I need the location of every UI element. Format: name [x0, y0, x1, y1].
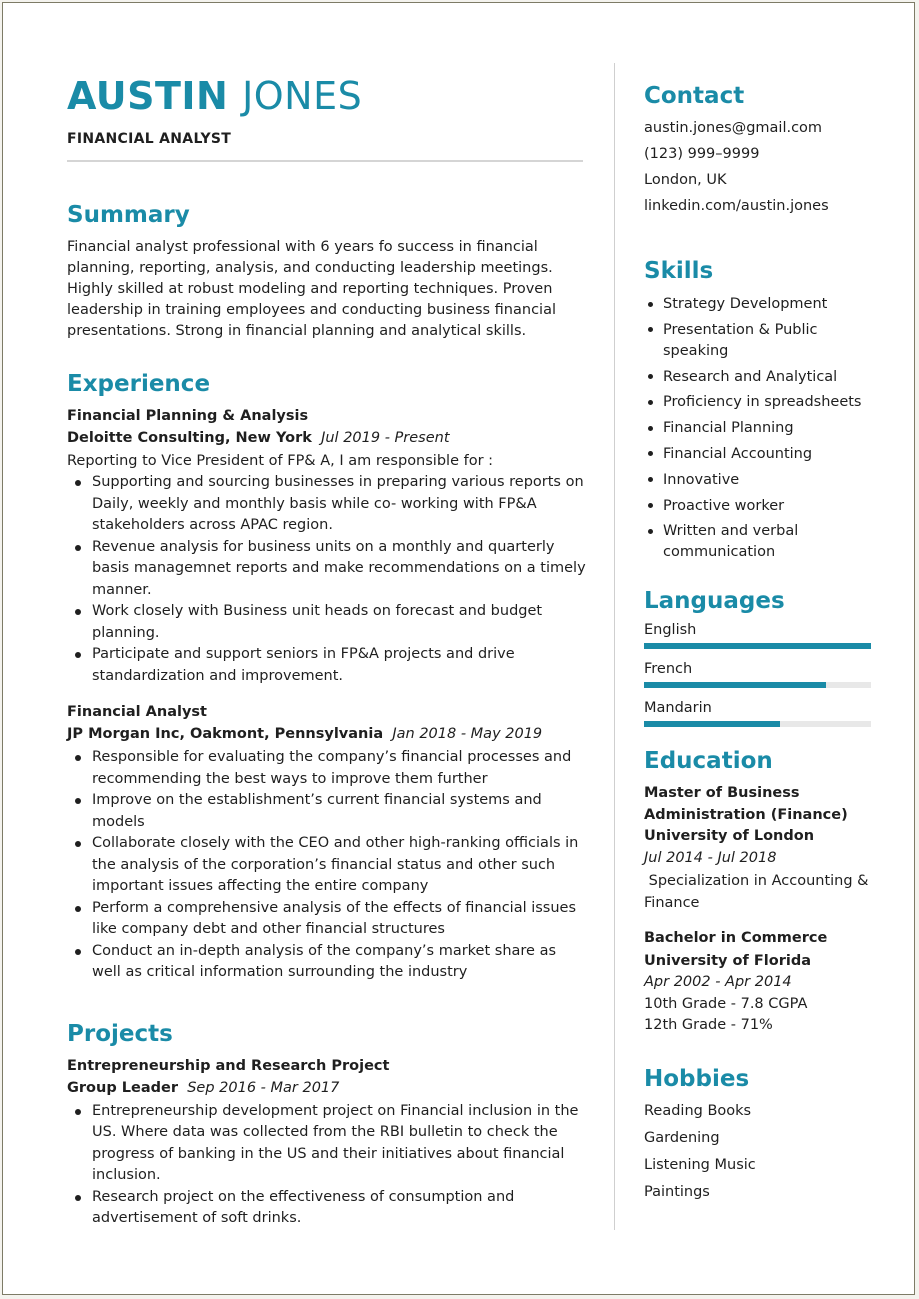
experience-section	[67, 369, 587, 984]
job-bullet: Supporting and sourcing businesses in preparing various reports on Daily, weekly and monthly basis while co- working with FP&A stakeholders across APAC region.	[92, 472, 587, 537]
hobbies-heading: Hobbies	[644, 1065, 750, 1092]
education-dates: Jul 2014 - Jul 2018	[644, 849, 777, 866]
language-name: Mandarin	[644, 700, 712, 717]
job-intro: Reporting to Vice President of FP& A, I am responsible for :	[67, 453, 494, 469]
job-bullets	[67, 747, 587, 984]
language-level-bar	[644, 643, 871, 649]
project-bullet: Research project on the effectiveness of consumption and advertisement of soft drinks.	[92, 1187, 587, 1230]
job-bullet: Revenue analysis for business units on a monthly and quarterly basis managemnet reports and make recommendations on a timely manner.	[92, 537, 587, 602]
job-role: Financial Planning & Analysis	[67, 408, 309, 424]
first-name: AUSTIN	[67, 74, 229, 118]
resume-page	[2, 2, 915, 1295]
job-bullet: Conduct an in-depth analysis of the company’s market share as well as critical information surrounding the industry	[92, 941, 587, 984]
hobby-item: Listening Music	[644, 1156, 756, 1173]
language-level-bar	[644, 682, 871, 688]
project-entry	[67, 1056, 587, 1230]
hobbies-section	[644, 1064, 876, 1206]
skill-item: Strategy Development	[663, 294, 876, 315]
column-divider	[614, 63, 615, 1230]
job-dates: Jan 2018 - May 2019	[392, 726, 543, 742]
job-entry	[67, 702, 587, 984]
education-degree: Master of Business Administration (Finance)	[644, 785, 848, 823]
education-entry	[644, 783, 876, 914]
job-company-line	[67, 724, 587, 745]
project-name: Entrepreneurship and Research Project	[67, 1057, 390, 1074]
job-entry	[67, 406, 587, 687]
skill-item: Written and verbal communication	[663, 521, 876, 563]
summary-heading: Summary	[67, 202, 190, 228]
job-bullet: Participate and support seniors in FP&A projects and drive standardization and improvement.	[92, 644, 587, 687]
education-degree: Bachelor in Commerce	[644, 930, 828, 947]
skill-item: Innovative	[663, 470, 876, 491]
skill-item: Proactive worker	[663, 496, 876, 517]
language-name: English	[644, 622, 697, 639]
contact-section	[644, 81, 876, 219]
job-bullet: Collaborate closely with the CEO and other high-ranking officials in the analysis of the corporation’s financial status and other such important issues affecting the entire company	[92, 833, 587, 898]
languages-heading: Languages	[644, 588, 785, 615]
contact-email[interactable]: austin.jones@gmail.com	[644, 120, 823, 136]
education-detail: Specialization in Accounting & Finance	[644, 873, 874, 911]
job-title: FINANCIAL ANALYST	[67, 131, 232, 147]
candidate-name	[67, 73, 587, 119]
skill-item: Financial Planning	[663, 418, 876, 439]
project-bullets	[67, 1101, 587, 1230]
education-heading: Education	[644, 748, 773, 775]
job-bullet: Work closely with Business unit heads on forecast and budget planning.	[92, 601, 587, 644]
skills-section	[644, 256, 876, 563]
skill-item: Presentation & Public speaking	[663, 320, 876, 362]
job-dates: Jul 2019 - Present	[321, 430, 450, 446]
education-section	[644, 746, 876, 1037]
experience-heading: Experience	[67, 371, 211, 397]
job-company: Deloitte Consulting, New York	[67, 430, 312, 446]
job-bullets	[67, 472, 587, 687]
skills-list	[644, 294, 876, 563]
project-role: Group Leader	[67, 1079, 178, 1096]
project-bullet: Entrepreneurship development project on Financial inclusion in the US. Where data was collected from the RBI bulletin to check the progress of banking in the US and their initiatives about financial inclusion.	[92, 1101, 587, 1187]
summary-text: Financial analyst professional with 6 years fo success in financial planning, reporting, analysis, and conducting leadership meetings. Highly skilled at robust modeling and reporting techniques. Proven leadership in training employees and conducting business financial presentations. Strong in financial planning and analytical skills.	[67, 239, 556, 339]
language-level-bar	[644, 721, 871, 727]
contact-phone: (123) 999–9999	[644, 146, 760, 162]
job-company: JP Morgan Inc, Oakmont, Pennsylvania	[67, 726, 384, 742]
hobby-item: Paintings	[644, 1183, 710, 1200]
job-company-line	[67, 428, 587, 449]
language-level-fill	[644, 682, 826, 688]
header-divider	[67, 160, 583, 162]
education-dates: Apr 2002 - Apr 2014	[644, 974, 792, 991]
education-detail: 12th Grade - 71%	[644, 1017, 773, 1034]
language-level-fill	[644, 643, 871, 649]
job-bullet: Responsible for evaluating the company’s financial processes and recommending the best ways to improve them further	[92, 747, 587, 790]
education-school: University of Florida	[644, 952, 811, 969]
skill-item: Financial Accounting	[663, 444, 876, 465]
last-name: JONES	[242, 74, 363, 118]
summary-section	[67, 200, 587, 342]
education-detail: 10th Grade - 7.8 CGPA	[644, 995, 808, 1012]
hobby-item: Reading Books	[644, 1102, 752, 1119]
skills-heading: Skills	[644, 258, 714, 284]
language-name: French	[644, 661, 693, 678]
projects-section	[67, 1019, 587, 1230]
skill-item: Research and Analytical	[663, 367, 876, 388]
education-school: University of London	[644, 828, 815, 845]
skill-item: Proficiency in spreadsheets	[663, 392, 876, 413]
contact-heading: Contact	[644, 83, 745, 109]
sidebar-column	[644, 81, 876, 1206]
hobby-item: Gardening	[644, 1129, 720, 1146]
language-level-fill	[644, 721, 780, 727]
main-column	[67, 73, 587, 1230]
job-bullet: Improve on the establishment’s current financial systems and models	[92, 790, 587, 833]
languages-section	[644, 586, 876, 727]
contact-linkedin[interactable]: linkedin.com/austin.jones	[644, 198, 829, 214]
projects-heading: Projects	[67, 1020, 173, 1047]
contact-location: London, UK	[644, 172, 727, 188]
job-bullet: Perform a comprehensive analysis of the effects of financial issues like company debt and other financial structures	[92, 898, 587, 941]
job-role: Financial Analyst	[67, 704, 207, 720]
project-dates: Sep 2016 - Mar 2017	[187, 1079, 340, 1096]
education-entry	[644, 928, 876, 1037]
project-role-line	[67, 1078, 587, 1099]
